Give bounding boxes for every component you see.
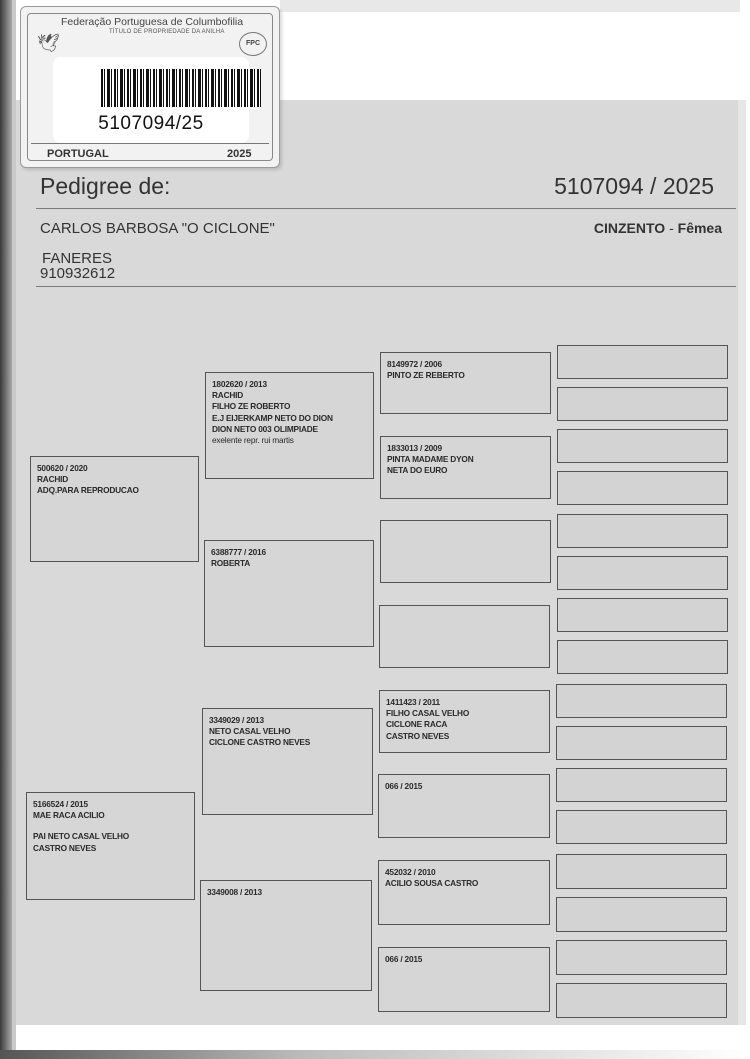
bird-sex: Fêmea — [677, 220, 722, 236]
ssd-ring: 1833013 / 2009 — [387, 443, 442, 453]
ss-line-5: DION NETO 003 OLIMPIADE — [212, 423, 318, 434]
sire-dam-box — [204, 540, 374, 647]
sss-ring: 8149972 / 2006 — [387, 359, 442, 369]
dss-name: FILHO CASAL VELHO — [386, 708, 470, 719]
owner-name: FANERES — [42, 250, 113, 267]
gen4-box-10 — [556, 726, 727, 760]
dss-line-4: CASTRO NEVES — [386, 730, 450, 741]
sire-sire-box — [205, 372, 374, 479]
sheet-right-edge — [738, 100, 746, 1025]
dd-sire-box — [378, 860, 550, 925]
dd-dam-box — [378, 947, 550, 1012]
bird-color: CINZENTO — [593, 220, 666, 236]
ss-line-4: E.J EIJERKAMP NETO DO DION — [212, 412, 333, 423]
ss-note: exelente repr. rui martis — [212, 435, 294, 446]
sd-name: ROBERTA — [211, 558, 251, 569]
ss-dam-box — [380, 436, 551, 499]
sd-dam-box — [379, 605, 550, 668]
ds-ring: 3349029 / 2013 — [209, 715, 264, 725]
ds-sire-box — [379, 690, 550, 753]
gen4-box-9 — [556, 684, 727, 718]
sire-name: RACHID — [37, 474, 69, 485]
ss-name: RACHID — [212, 390, 244, 401]
dam-box — [26, 792, 195, 900]
dds-name: ACILIO SOUSA CASTRO — [385, 878, 479, 889]
dsd-ring: 066 / 2015 — [385, 781, 423, 791]
pigeon-icon: 🕊 — [37, 33, 60, 53]
header-divider — [36, 208, 736, 209]
sheet-bottom-edge — [0, 1050, 750, 1059]
ss-line-3: FILHO ZE ROBERTO — [212, 401, 291, 412]
dam-note-2: CASTRO NEVES — [33, 842, 97, 853]
ddd-ring: 066 / 2015 — [385, 954, 423, 964]
gen4-box-6 — [557, 556, 728, 590]
sire-ring: 500620 / 2020 — [37, 463, 88, 473]
sd-ring: 6388777 / 2016 — [211, 547, 266, 557]
dam-name: MAE RACA ACILIO — [33, 810, 105, 821]
gen4-box-4 — [557, 471, 728, 505]
gen4-box-5 — [557, 514, 728, 548]
gen4-box-1 — [557, 345, 728, 379]
sd-sire-box — [380, 520, 551, 583]
bird-ring-number: 5107094 / 2025 — [554, 173, 714, 199]
federation-name: Federação Portuguesa de Columbofilia — [61, 16, 244, 28]
dam-note-1: PAI NETO CASAL VELHO — [33, 831, 130, 842]
dam-sire-box — [202, 708, 373, 815]
ss-sire-box — [380, 352, 551, 414]
dss-ring: 1411423 / 2011 — [386, 697, 440, 707]
gen4-box-16 — [556, 983, 727, 1018]
sire-box — [30, 456, 199, 562]
owner-phone: 910932612 — [40, 265, 116, 282]
gen4-box-14 — [556, 897, 727, 932]
gen4-box-8 — [557, 640, 728, 674]
dds-ring: 452032 / 2010 — [385, 867, 436, 877]
dam-ring: 5166524 / 2015 — [33, 799, 88, 809]
bird-color-sex — [594, 220, 722, 236]
ssd-name: PINTA MADAME DYON — [387, 454, 474, 465]
gen4-box-3 — [557, 429, 728, 463]
fpc-logo-icon: FPC — [239, 32, 267, 56]
ds-dam-box — [378, 774, 550, 838]
ds-line-3: CICLONE CASTRO NEVES — [209, 737, 311, 748]
page-title: Pedigree de: — [40, 173, 171, 199]
ds-name: NETO CASAL VELHO — [209, 726, 291, 737]
ss-ring: 1802620 / 2013 — [212, 379, 267, 389]
binder-edge — [0, 0, 12, 1059]
gen4-box-2 — [557, 387, 728, 421]
sss-name: PINTO ZE REBERTO — [387, 370, 465, 381]
label-ring-number: 5107094/25 — [98, 113, 204, 134]
ssd-line-3: NETA DO EURO — [387, 465, 448, 476]
header-divider-bottom — [36, 286, 736, 287]
dam-dam-box — [200, 880, 372, 991]
gen4-box-12 — [556, 810, 727, 844]
label-country: PORTUGAL — [47, 148, 109, 160]
dd-ring: 3349008 / 2013 — [207, 887, 262, 897]
label-year: 2025 — [227, 148, 252, 160]
sire-note: ADQ.PARA REPRODUCAO — [37, 485, 139, 496]
barcode-icon — [101, 69, 261, 107]
gen4-box-7 — [557, 598, 728, 632]
sheet-top-edge — [280, 0, 740, 12]
gen4-box-15 — [556, 940, 727, 975]
dss-line-3: CICLONE RACA — [386, 719, 448, 730]
gen4-box-13 — [556, 854, 727, 889]
label-divider — [31, 143, 269, 144]
color-sex-separator: - — [665, 220, 678, 236]
bird-name: CARLOS BARBOSA "O CICLONE" — [40, 220, 275, 237]
gen4-box-11 — [556, 768, 727, 802]
ring-label — [20, 6, 280, 168]
label-subtitle: TÍTULO DE PROPRIEDADE DA ANILHA — [109, 29, 225, 35]
